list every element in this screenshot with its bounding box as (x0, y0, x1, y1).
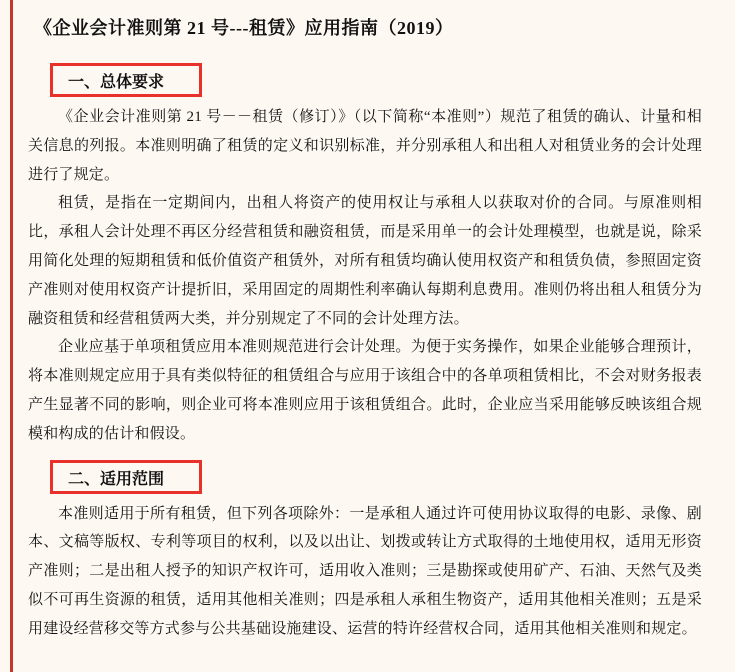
section-heading-scope: 二、适用范围 (68, 470, 165, 488)
section-heading-scope-wrap (58, 463, 718, 492)
paragraph: 租赁，是指在一定期间内，出租人将资产的使用权让与承租人以获取对价的合同。与原准则相比，承租人会计处理不再区分经营租赁和融资租赁，而是采用单一的会计处理模型，也就是说，除采用简化处理的短期租赁和低价值资产租赁外，对所有租赁均确认使用权资产和租赁负债，参照固定资产准则对使用权资产计提折旧，采用固定的周期性利率确认每期利息费用。准则仍将出租人租赁分为融资租赁和经营租赁两大类，并分别规定了不同的会计处理方法。 (28, 195, 702, 327)
page-left-rule (10, 0, 13, 672)
document-content (28, 0, 718, 644)
section-heading-overall-requirements-wrap (58, 66, 718, 95)
paragraph: 企业应基于单项租赁应用本准则规范进行会计处理。为便于实务操作，如果企业能够合理预计，将本准则规定应用于具有类似特征的租赁组合与应用于该组合中的各单项租赁相比，不会对财务报表产生显著不同的影响，则企业可将本准则应用于该租赁组合。此时，企业应当采用能够反映该组合规模和构成的估计和假设。 (28, 339, 702, 442)
heading-highlight-box-2 (50, 460, 202, 494)
paragraph: 《企业会计准则第 21 号－－租赁（修订）》（以下简称“本准则”）规范了租赁的确认、计量和相关信息的列报。本准则明确了租赁的定义和识别标准，并分别承租人和出租人对租赁业务的会计处理进行了规定。 (28, 109, 702, 183)
heading-highlight-box-1 (50, 63, 202, 97)
section-body-scope (28, 500, 718, 644)
section-body-overall-requirements (28, 103, 718, 449)
paragraph: 本准则适用于所有租赁，但下列各项除外：一是承租人通过许可使用协议取得的电影、录像、剧本、文稿等版权、专利等项目的权利，以及以出让、划拨或转让方式取得的土地使用权，适用无形资产准则；二是出租人授予的知识产权许可，适用收入准则；三是勘探或使用矿产、石油、天然气及类似不可再生资源的租赁，适用其他相关准则；四是承租人承租生物资产，适用其他相关准则；五是采用建设经营移交等方式参与公共基础设施建设、运营的特许经营权合同，适用其他相关准则和规定。 (28, 505, 702, 637)
section-heading-overall-requirements: 一、总体要求 (68, 74, 165, 91)
page-title: 《企业会计准则第 21 号---租赁》应用指南（2019） (34, 18, 454, 38)
